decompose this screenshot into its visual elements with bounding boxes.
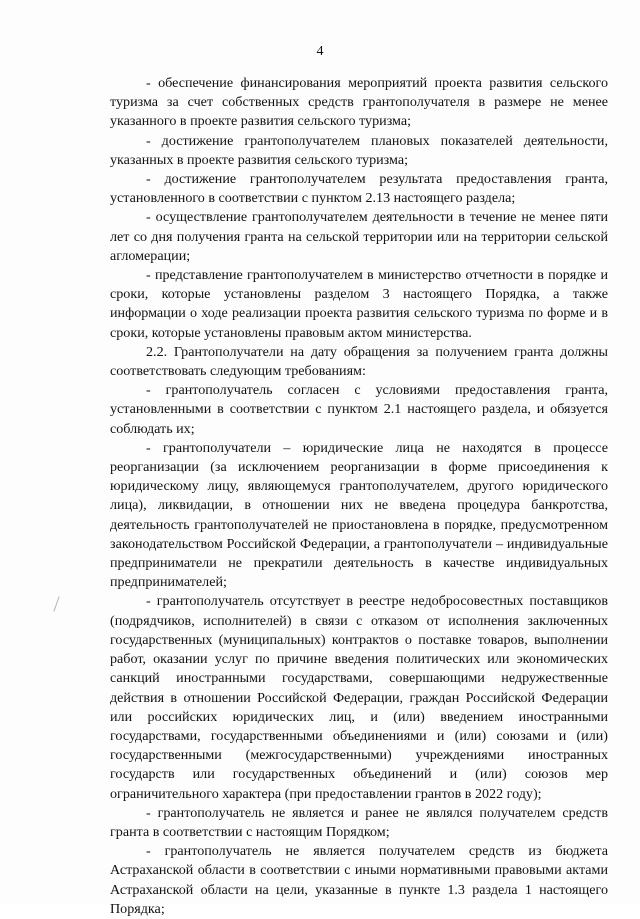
document-body <box>110 74 608 919</box>
paragraph-result: - достижение грантополучателем результата предоставления гранта, установленного в соответствии с пунктом 2.13 настоящего раздела; <box>110 171 608 207</box>
paragraph-activity-period: - осуществление грантополучателем деятельности в течение не менее пяти лет со дня получения гранта на сельской территории или на территории сельской агломерации; <box>110 209 608 264</box>
paragraph-unfair-suppliers: - грантополучатель отсутствует в реестре недобросовестных поставщиков (подрядчиков, исполнителей) в связи с отказом от исполнения заключенных государственных (муниципальных) контрактов о поставке товаров, выполнении работ, оказании услуг по причине введения политических или экономических санкций иностранными государствами, совершающими недружественные действия в отношении Российской Федерации, граждан Российской Федерации или российских юридических лиц, и (или) введением иностранными государствами, государственными объединениями и (или) союзами и (или) государственными (межгосударственными) учреждениями иностранных государств или государственных объединений и (или) союзов мер ограничительного характера (при предоставлении грантов в 2022 году); <box>110 593 608 802</box>
paragraph-financing: - обеспечение финансирования мероприятий проекта развития сельского туризма за счет собственных средств грантополучателя в размере не менее указанного в проекте развития сельского туризма; <box>110 75 608 130</box>
paragraph-previous-grant: - грантополучатель не является и ранее не являлся получателем средств гранта в соответствии с настоящим Порядком; <box>110 804 608 840</box>
paragraph-legal-status: - грантополучатели – юридические лица не находятся в процессе реорганизации (за исключением реорганизации в форме присоединения к юридическому лицу, являющемуся грантополучателем, другого юридического лица), ликвидации, в отношении них не введена процедура банкротства, деятельность грантополучателей не приостановлена в порядке, предусмотренном законодательством Российской Федерации, а грантополучатели – индивидуальные предприниматели не прекратили деятельность в качестве индивидуальных предпринимателей; <box>110 439 608 591</box>
page-number: 4 <box>316 44 324 59</box>
section-2-2-heading: 2.2. Грантополучатели на дату обращения за получением гранта должны соответствовать следующим требованиям: <box>110 343 608 380</box>
scan-mark <box>53 596 59 611</box>
paragraph-consent: - грантополучатель согласен с условиями предоставления гранта, установленными в соответствии с пунктом 2.1 настоящего раздела, и обязуется соблюдать их; <box>110 382 608 437</box>
paragraph-budget-funds: - грантополучатель не является получателем средств из бюджета Астраханской области в соответствии с иными нормативными правовыми актами Астраханской области на цели, указанные в пункте 1.3 раздела 1 настоящего Порядка; <box>110 843 608 917</box>
paragraph-indicators: - достижение грантополучателем плановых показателей деятельности, указанных в проекте развития сельского туризма; <box>110 132 608 168</box>
paragraph-reporting: - представление грантополучателем в министерство отчетности в порядке и сроки, которые установлены разделом 3 настоящего Порядка, а также информации о ходе реализации проекта развития сельского туризма по форме и в сроки, которые установлены правовым актом министерства. <box>110 267 608 341</box>
